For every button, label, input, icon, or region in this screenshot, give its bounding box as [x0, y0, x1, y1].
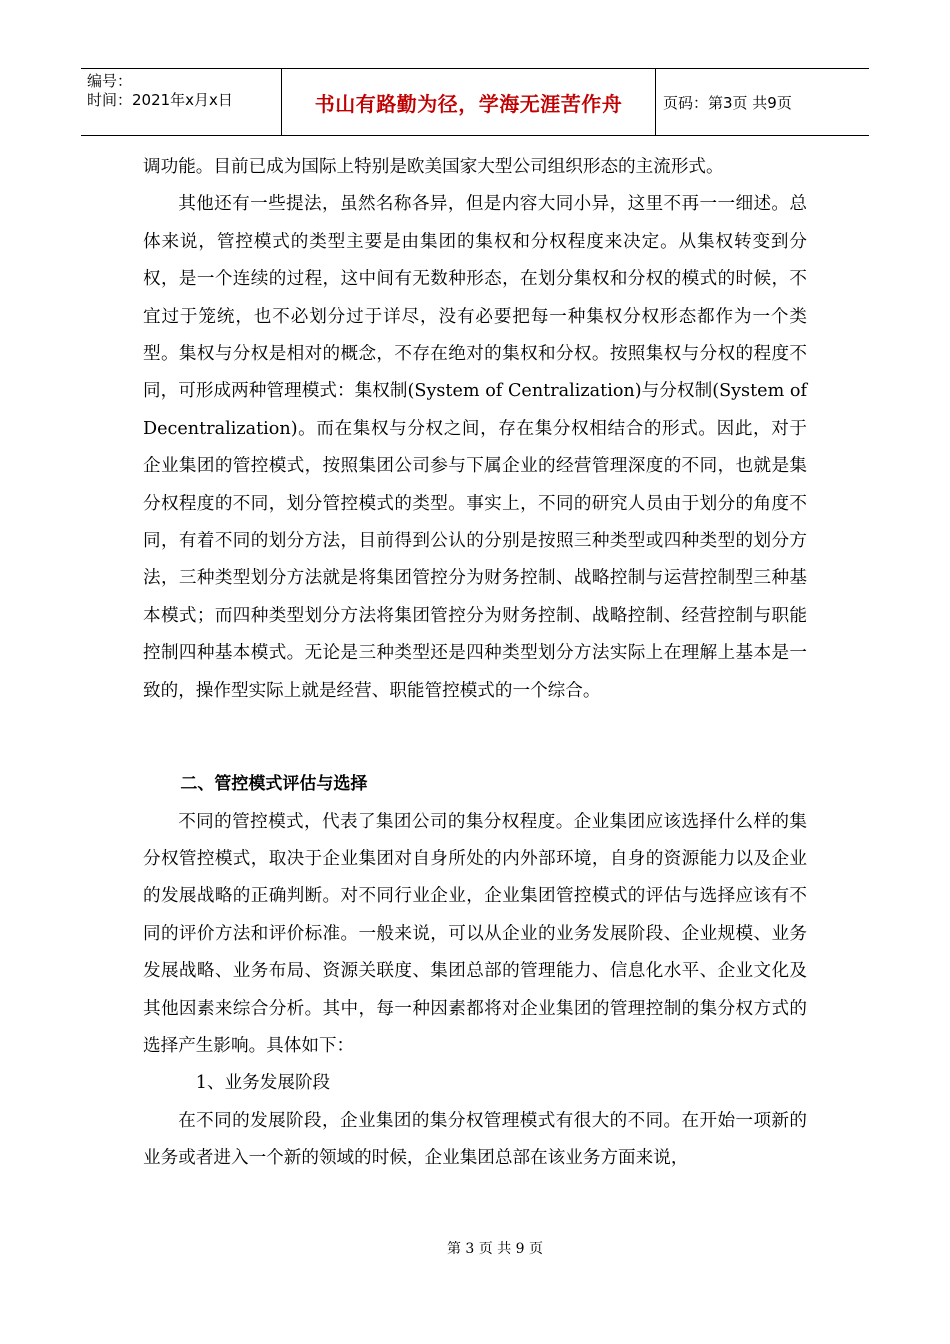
header-meta [81, 69, 282, 135]
subsection-heading-business-stage: 1、业务发展阶段 [195, 1073, 331, 1094]
page-header [81, 68, 869, 136]
document-time-label: 时间：2021年x月x日 [87, 91, 233, 109]
paragraph-continuation: 调功能。目前已成为国际上特别是欧美国家大型公司组织形态的主流形式。 [143, 157, 724, 177]
paragraph-business-stage: 在不同的发展阶段，企业集团的集分权管理模式有很大的不同。在开始一项新的业务或者进入一个新的领域的时候，企业集团总部在该业务方面来说， [143, 1110, 807, 1169]
section-spacer [143, 710, 807, 766]
document-number-label: 编号： [87, 72, 133, 90]
header-motto: 书山有路勤为径，学海无涯苦作舟 [282, 69, 656, 135]
page-footer: 第 3 页 共 9 页 [446, 1241, 544, 1257]
section-heading-evaluation: 二、管控模式评估与选择 [180, 774, 368, 795]
paragraph-evaluation-intro: 不同的管控模式，代表了集团公司的集分权程度。企业集团应该选择什么样的集分权管控模式，取决于企业集团对自身所处的内外部环境，自身的资源能力以及企业的发展战略的正确判断。对不同行业企业，企业集团管控模式的评估与选择应该有不同的评价方法和评价标准。一般来说，可以从企业的业务发展阶段、企业规模、业务发展战略、业务布局、资源关联度、集团总部的管理能力、信息化水平、企业文化及其他因素来综合分析。其中，每一种因素都将对企业集团的管理控制的集分权方式的选择产生影响。具体如下： [143, 811, 807, 1056]
document-body [143, 149, 807, 1178]
paragraph-control-mode-types: 其他还有一些提法，虽然名称各异，但是内容大同小异，这里不再一一细述。总体来说，管控模式的类型主要是由集团的集权和分权程度来决定。从集权转变到分权，是一个连续的过程，这中间有无数种形态，在划分集权和分权的模式的时候，不宜过于笼统，也不必划分过于详尽，没有必要把每一种集权分权形态都作为一个类型。集权与分权是相对的概念，不存在绝对的集权和分权。按照集权与分权的程度不同，可形成两种管理模式：集权制(System of Centralization)与分权制(System of Decentralization)。而在集权与分权之间，存在集分权相结合的形式。因此，对于企业集团的管控模式，按照集团公司参与下属企业的经营管理深度的不同，也就是集分权程度的不同，划分管控模式的类型。事实上，不同的研究人员由于划分的角度不同，有着不同的划分方法，目前得到公认的分别是按照三种类型或四种类型的划分方法，三种类型划分方法就是将集团管控分为财务控制、战略控制与运营控制型三种基本模式；而四种类型划分方法将集团管控分为财务控制、战略控制、经营控制与职能控制四种基本模式。无论是三种类型还是四种类型划分方法实际上在理解上基本是一致的，操作型实际上就是经营、职能管控模式的一个综合。 [143, 194, 807, 701]
header-page-number: 页码：第3页 共9页 [663, 93, 792, 112]
